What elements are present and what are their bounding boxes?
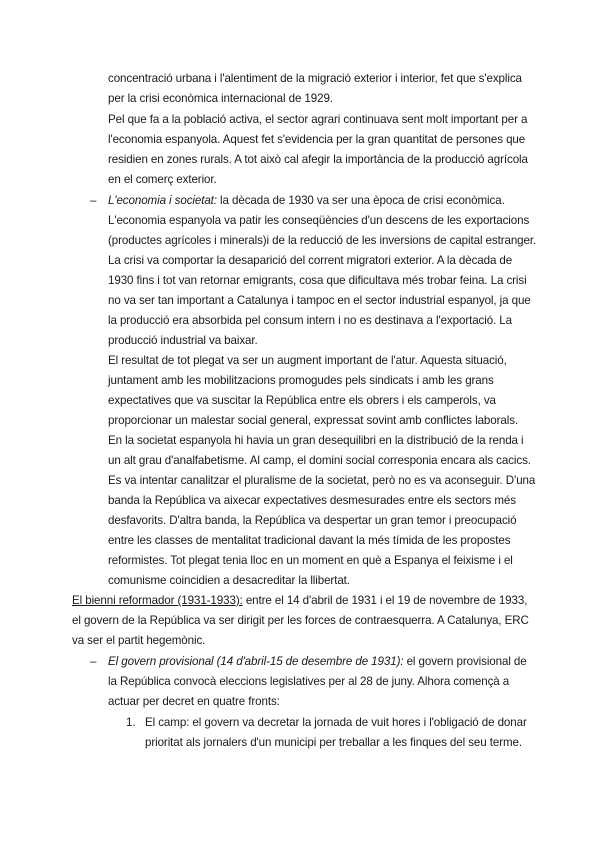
paragraph-line: la producció era absorbida pel consum intern i no es destinava a l'exportació. La [108, 314, 513, 327]
paragraph-line: El resultat de tot plegat va ser un augment important de l'atur. Aquesta situació, [108, 354, 507, 367]
bienni-first-line-text: entre el 14 d'abril de 1931 i el 19 de novembre de 1933, [242, 594, 528, 607]
list-number: 1. [126, 716, 136, 729]
bienni-heading: El bienni reformador (1931-1933): [72, 594, 243, 607]
paragraph-line: banda la República va aixecar expectatives desmesurades entre els sectors més [108, 494, 516, 507]
paragraph-line: concentració urbana i l'alentiment de la migració exterior i interior, fet que s'explica [108, 72, 522, 85]
paragraph-line: reformistes. Tot plegat tenia lloc en un moment en què a Espanya el feixisme i el [108, 554, 513, 567]
paragraph-line: va ser el partit hegemònic. [72, 634, 206, 647]
paragraph-line: la República convocà eleccions legislatives per al 28 de juny. Alhora començà a [108, 675, 510, 688]
paragraph-line: proporcionar un malestar social general, expressat sovint amb conflictes laborals. [108, 414, 519, 427]
paragraph-line: juntament amb les mobilitzacions promogudes pels sindicats i amb les grans [108, 374, 494, 387]
numbered-item-line: El camp: el govern va decretar la jornada de vuit hores i l'obligació de donar [145, 716, 527, 729]
paragraph-line: l'economia espanyola. Aquest fet s'evidencia per la gran quantitat de persones que [108, 133, 526, 146]
bienni-first-line [72, 594, 527, 608]
paragraph-line: un alt grau d'analfabetisme. Al camp, el domini social corresponia encara als cacics. [108, 454, 531, 467]
paragraph-line: Pel que fa a la població activa, el sector agrari continuava sent molt important per a [108, 113, 528, 126]
economy-heading: L'economia i societat: [108, 194, 217, 207]
dash-bullet: – [90, 194, 97, 207]
govern-first-line [108, 655, 527, 669]
paragraph-line: comunisme coincidien a desacreditar la llibertat. [108, 574, 350, 587]
paragraph-line: producció industrial va baixar. [108, 334, 258, 347]
paragraph-line: desfavorits. D'altra banda, la República va despertar un gran temor i preocupació [108, 514, 517, 527]
paragraph-line: el govern de la República va ser dirigit per les forces de contraesquerra. A Catalunya, ERC [72, 614, 529, 627]
paragraph-line: En la societat espanyola hi havia un gran desequilibri en la distribució de la renda i [108, 434, 524, 447]
govern-heading: El govern provisional (14 d'abril-15 de desembre de 1931): [108, 655, 404, 668]
paragraph-line: L'economia espanyola va patir les conseqüències d'un descens de les exportacions [108, 214, 530, 227]
paragraph-line: La crisi va comportar la desaparició del corrent migratori exterior. A la dècada de [108, 254, 513, 267]
paragraph-line: entre les classes de mentalitat tradicional davant la més tímida de les propostes [108, 534, 511, 547]
paragraph-line: per la crisi econòmica internacional de 1929. [108, 92, 333, 105]
economy-first-line-text: la dècada de 1930 va ser una època de crisi econòmica. [216, 194, 505, 207]
paragraph-line: expectatives que va suscitar la República entre els obrers i els camperols, va [108, 394, 496, 407]
dash-bullet: – [90, 655, 97, 668]
paragraph-line: no va ser tan important a Catalunya i tampoc en el sector industrial espanyol, ja que [108, 294, 531, 307]
paragraph-line: Es va intentar canalitzar el pluralisme de la societat, però no es va aconseguir. D'una [108, 474, 536, 487]
paragraph-line: 1930 fins i tot van retornar emigrants, cosa que dificultava més trobar feina. La crisi [108, 274, 527, 287]
economy-first-line [108, 194, 505, 208]
numbered-item-line: prioritat als jornalers d'un municipi per treballar a les finques del seu terme. [145, 736, 522, 749]
paragraph-line: actuar per decret en quatre fronts: [108, 695, 280, 708]
paragraph-line: (productes agrícoles i minerals)i de la reducció de les inversions de capital estranger. [108, 234, 537, 247]
paragraph-line: residien en zones rurals. A tot això cal afegir la importància de la producció agrícola [108, 153, 528, 166]
govern-first-line-text: el govern provisional de [403, 655, 527, 668]
paragraph-line: en el comerç exterior. [108, 173, 217, 186]
